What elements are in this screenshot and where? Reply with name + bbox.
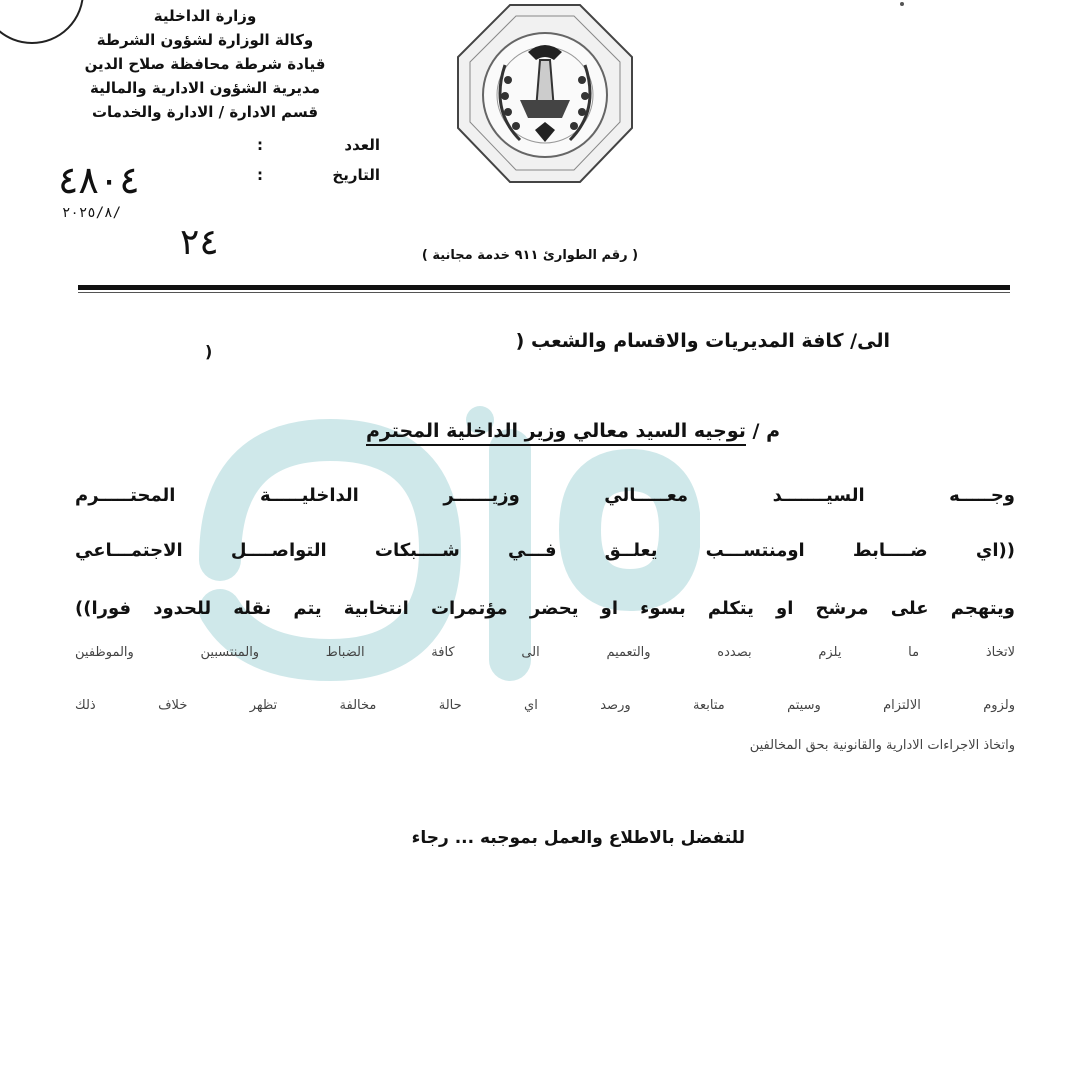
body-line-6: واتخاذ الاجراءات الادارية والقانونية بحق المخالفين <box>749 738 1015 753</box>
emergency-hotline: ( رقم الطوارئ ٩١١ خدمة مجانية ) <box>421 248 639 263</box>
header-line-2: وكالة الوزارة لشؤون الشرطة <box>96 31 314 49</box>
handwritten-day: ٢٤ <box>180 222 219 263</box>
header-line-3: قيادة شرطة محافظة صلاح الدين <box>84 55 326 73</box>
number-row <box>30 130 380 160</box>
body-line-5: ولزوم الالتزام وسيتم متابعة ورصد اي حالة مخالفة تظهر خلاف ذلك <box>75 698 1015 713</box>
subject-prefix: م / <box>752 420 780 442</box>
corner-dot <box>900 2 904 6</box>
header-line-4: مديرية الشؤون الادارية والمالية <box>89 79 321 97</box>
recipient-close-paren: ) <box>205 342 213 361</box>
police-emblem <box>450 0 640 190</box>
subject-text: توجيه السيد معالي وزير الداخلية المحترم <box>366 420 746 446</box>
handwritten-number: ٤٨٠٤ <box>58 158 140 202</box>
date-colon: : <box>257 166 263 184</box>
body-line-3: ويتهجم على مرشح او يتكلم بسوء او يحضر مؤتمرات انتخابية يتم نقله للحدود فورا)) <box>75 598 1015 619</box>
body-line-2: ((اي ضــــابط اومنتســـب يعلــق فـــي شــــبكات التواصــــل الاجتمـــاعي <box>75 540 1015 561</box>
closing-line: للتفضل بالاطلاع والعمل بموجبه ... رجاء <box>411 828 745 848</box>
recipient-line: الى/ كافة المديريات والاقسام والشعب ( <box>515 330 890 352</box>
header-line-1: وزارة الداخلية <box>153 7 257 25</box>
header-divider-thin <box>78 292 1010 293</box>
subject-line <box>366 420 780 442</box>
date-value: ٢٠٢٥/٨/ <box>62 205 122 221</box>
body-line-1: وجـــــه السيـــــــد معـــــالي وزيــــــر الداخليـــــة المحتـــــرم <box>75 485 1015 506</box>
date-label: التاريخ <box>332 166 380 184</box>
number-colon: : <box>257 136 263 154</box>
header-divider <box>78 285 1010 290</box>
header-line-5: قسم الادارة / الادارة والخدمات <box>91 103 319 121</box>
number-label: العدد <box>344 136 380 154</box>
body-line-4: لاتخاذ ما يلزم بصدده والتعميم الى كافة الضباط والمنتسبين والموظفين <box>75 645 1015 660</box>
